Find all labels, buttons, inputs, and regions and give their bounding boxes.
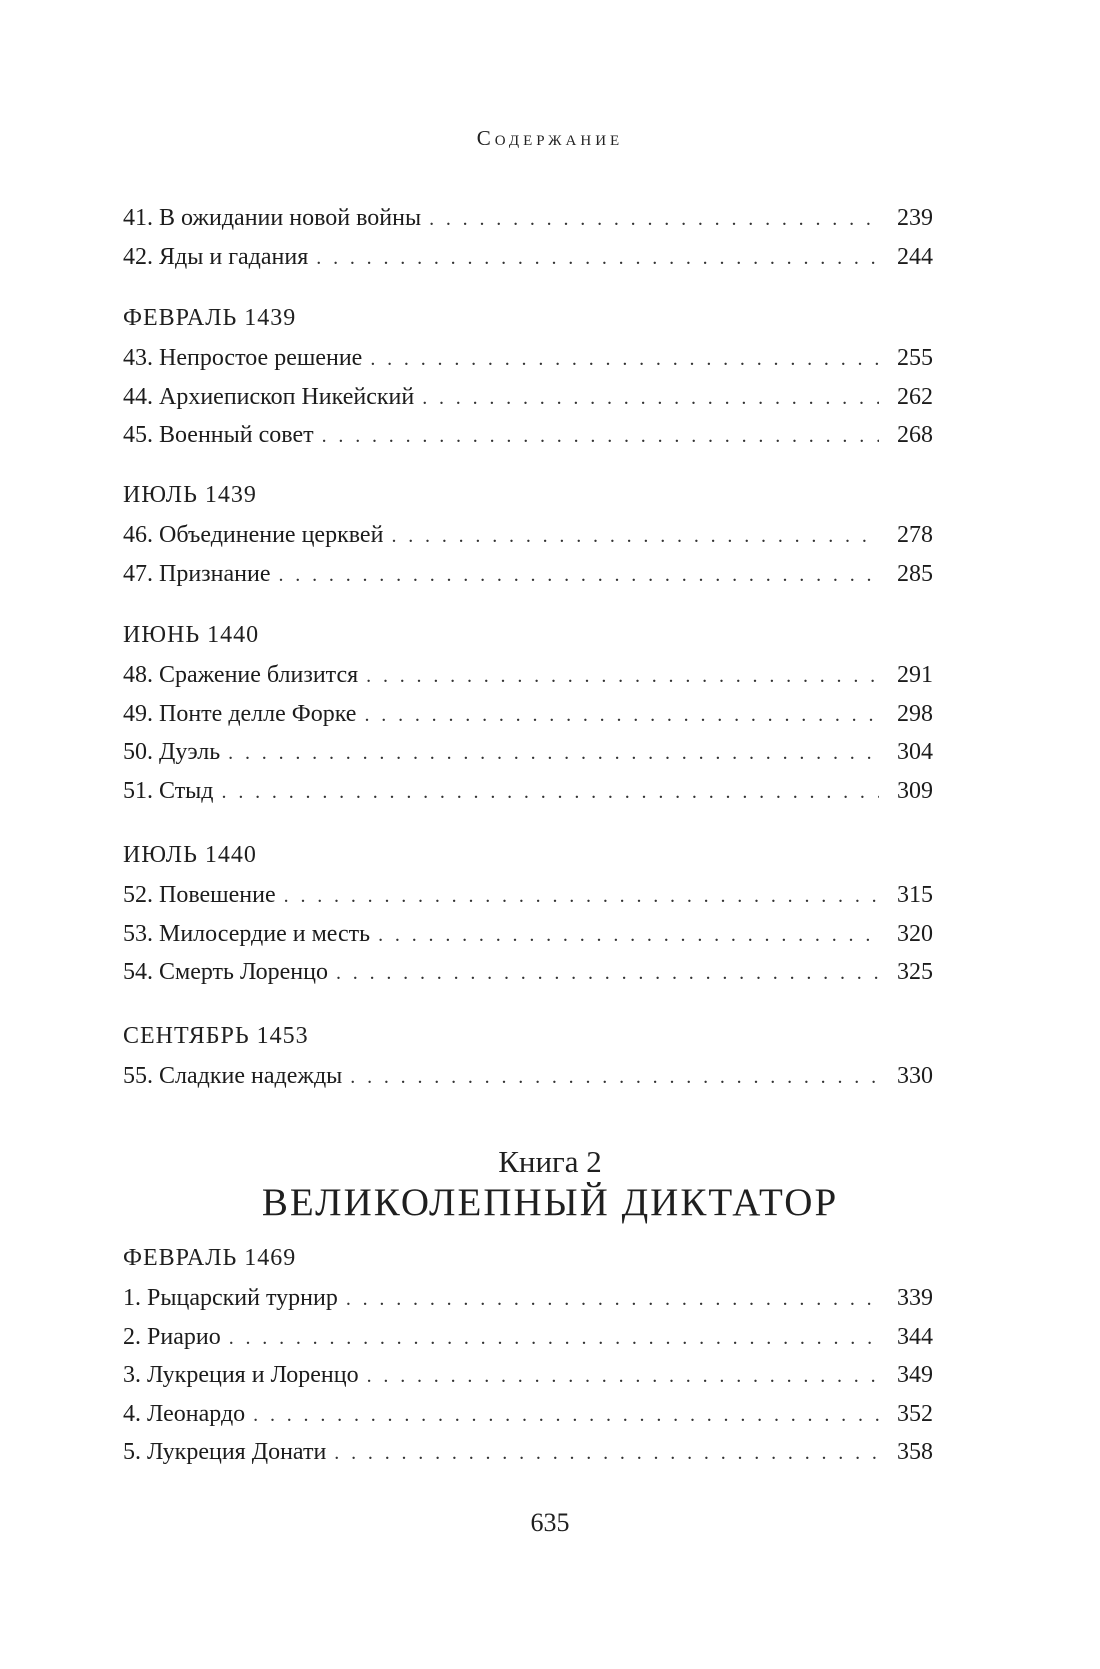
toc-entry-title: 1. Рыцарский турнир <box>123 1285 338 1311</box>
toc-entry-page: 285 <box>897 560 933 587</box>
toc-entry[interactable] <box>123 953 933 992</box>
dot-leader <box>284 877 879 916</box>
dot-leader <box>429 200 879 239</box>
toc-group <box>123 839 933 992</box>
toc-entry-title: 54. Смерть Лоренцо <box>123 959 328 985</box>
toc-entry-page: 315 <box>897 882 933 908</box>
toc-entry[interactable] <box>123 416 933 455</box>
toc-entry-title: 4. Леонардо <box>123 1400 246 1427</box>
part-heading: ИЮНЬ 1440 <box>123 622 260 648</box>
toc-entry-page: 244 <box>897 243 933 270</box>
dot-leader <box>316 239 879 278</box>
toc-entry[interactable] <box>123 876 933 915</box>
dot-leader <box>370 340 879 379</box>
toc-entry[interactable] <box>123 1279 933 1318</box>
toc-entry[interactable] <box>123 1433 933 1472</box>
part-heading: ФЕВРАЛЬ 1439 <box>123 305 297 331</box>
part-heading: ФЕВРАЛЬ 1469 <box>123 1245 297 1271</box>
toc-entry-title: 53. Милосердие и месть <box>123 920 371 947</box>
toc-group <box>123 199 933 276</box>
toc-entry[interactable] <box>123 555 933 594</box>
toc-entry-title: 49. Понте делле Форке <box>123 700 357 727</box>
toc-entry-page: 358 <box>897 1439 933 1465</box>
toc-entry[interactable] <box>123 199 933 238</box>
toc-group <box>123 1020 933 1096</box>
toc-entry-page: 339 <box>897 1285 933 1311</box>
toc-entry[interactable] <box>123 733 933 772</box>
dot-leader <box>229 1319 879 1358</box>
dot-leader <box>350 1058 879 1097</box>
toc-group <box>123 302 933 455</box>
dot-leader <box>346 1280 879 1319</box>
toc-entry-title: 48. Сражение близится <box>123 662 359 688</box>
book-title: ВЕЛИКОЛЕПНЫЙ ДИКТАТОР <box>261 1181 839 1224</box>
toc-entry-page: 291 <box>897 662 933 688</box>
toc-entry[interactable] <box>123 516 933 555</box>
toc-entry[interactable] <box>123 656 933 695</box>
toc-entry-title: 2. Риарио <box>123 1323 221 1350</box>
dot-leader <box>322 417 879 456</box>
toc-entry-title: 55. Сладкие надежды <box>123 1063 343 1089</box>
dot-leader <box>378 916 879 955</box>
toc-entry-page: 298 <box>897 700 933 727</box>
toc-entry-page: 320 <box>897 920 933 947</box>
dot-leader <box>253 1396 879 1435</box>
toc-entry-page: 344 <box>897 1323 933 1350</box>
toc-entry-title: 45. Военный совет <box>123 422 314 448</box>
toc-entry-page: 304 <box>897 739 933 765</box>
toc-entry[interactable] <box>123 915 933 954</box>
toc-group <box>123 479 933 593</box>
toc-entry[interactable] <box>123 1057 933 1096</box>
toc-entry-page: 309 <box>897 777 933 804</box>
toc-entry-page: 330 <box>897 1063 933 1089</box>
part-heading: СЕНТЯБРЬ 1453 <box>123 1023 309 1049</box>
toc-entry-title: 47. Признание <box>123 560 271 587</box>
toc-entry-title: 44. Архиепископ Никейский <box>123 383 415 410</box>
toc-entry-title: 51. Стыд <box>123 777 214 804</box>
toc-entry[interactable] <box>123 378 933 417</box>
toc-entry-page: 352 <box>897 1400 933 1427</box>
toc-entry-page: 325 <box>897 959 933 985</box>
toc-entry[interactable] <box>123 339 933 378</box>
dot-leader <box>222 773 879 812</box>
toc-group <box>123 619 933 810</box>
toc-entry-page: 262 <box>897 383 933 410</box>
toc-entry-title: 50. Дуэль <box>123 739 221 765</box>
toc-entry[interactable] <box>123 1318 933 1357</box>
dot-leader <box>279 556 880 595</box>
toc-entry-title: 5. Лукреция Донати <box>123 1439 327 1465</box>
toc-entry-title: 3. Лукреция и Лоренцо <box>123 1362 359 1388</box>
toc-entry-page: 349 <box>897 1362 933 1388</box>
dot-leader <box>391 517 879 556</box>
page-number: 635 <box>530 1508 570 1537</box>
toc-entry[interactable] <box>123 695 933 734</box>
toc-entry[interactable] <box>123 1395 933 1434</box>
toc-entry-page: 278 <box>897 522 933 548</box>
toc-entry[interactable] <box>123 1356 933 1395</box>
dot-leader <box>334 1434 879 1473</box>
toc-entry-title: 46. Объединение церквей <box>123 522 384 548</box>
toc-entry-title: 42. Яды и гадания <box>123 243 309 270</box>
running-head: Содержание <box>476 126 624 150</box>
dot-leader <box>336 954 879 993</box>
toc-group <box>123 1242 933 1472</box>
dot-leader <box>422 379 879 418</box>
toc-entry-title: 43. Непростое решение <box>123 345 363 371</box>
toc-entry-title: 52. Повешение <box>123 882 276 908</box>
dot-leader <box>364 696 879 735</box>
toc-entry-page: 268 <box>897 422 933 448</box>
dot-leader <box>366 657 879 696</box>
toc-entry-page: 255 <box>897 345 933 371</box>
book-label: Книга 2 <box>498 1144 602 1179</box>
part-heading: ИЮЛЬ 1439 <box>123 482 257 508</box>
toc-entry-page: 239 <box>897 205 933 231</box>
dot-leader <box>228 734 879 773</box>
dot-leader <box>367 1357 879 1396</box>
toc-entry-title: 41. В ожидании новой войны <box>123 205 422 231</box>
toc-entry[interactable] <box>123 238 933 277</box>
toc-entry[interactable] <box>123 772 933 811</box>
part-heading: ИЮЛЬ 1440 <box>123 842 257 868</box>
